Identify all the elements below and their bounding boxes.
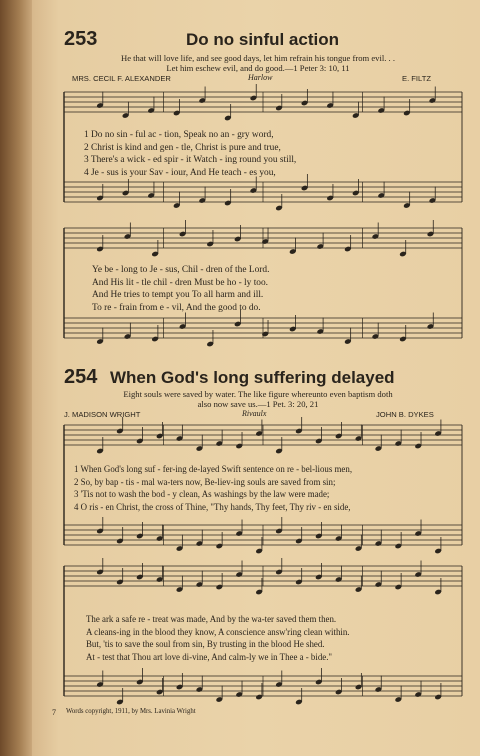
hymn-254-epigraph-line-1: Eight souls were saved by water. The like figure whereunto even baptism doth: [123, 389, 393, 399]
hymn-253-verses-a: [84, 129, 296, 179]
hymn-253-epigraph-line-1: He that will love life, and see good days, let him refrain his tongue from evil. . .: [121, 53, 395, 63]
hymn-254-author: J. MADISON WRIGHT: [64, 410, 141, 419]
page-signature-mark: 7: [52, 708, 56, 717]
verse-line: A cleans-ing in the blood they know, A conscience answ'ring clean within.: [86, 626, 350, 637]
verse-line: But, 'tis to save the soul from sin, By trusting in the blood He shed.: [86, 639, 325, 650]
verse-line: The ark a safe re - treat was made, And by the wa-ter saved them then.: [86, 614, 337, 624]
hymn-253-verses-b: [92, 264, 269, 314]
hymn-254-composer: JOHN B. DYKES: [376, 410, 434, 419]
hymn-253-composer: E. FILTZ: [402, 74, 431, 83]
hymn-254-tune: Rivaulx: [242, 409, 267, 418]
hymn-253-number: 253: [64, 28, 98, 50]
verse-line: 4 Je - sus is your Sav - iour, And He teach - es you,: [84, 167, 276, 178]
hymn-253-epigraph-line-2: Let him eschew evil, and do good.—1 Peter 3: 10, 11: [166, 63, 350, 73]
hymn-253-epigraph: [70, 53, 446, 73]
hymn-253-author: MRS. CECIL F. ALEXANDER: [72, 74, 171, 83]
hymn-254-verses-a: [74, 463, 352, 513]
verse-line: Ye be - long to Je - sus, Chil - dren of the Lord.: [92, 265, 270, 275]
verse-line: 4 O ris - en Christ, the cross of Thine, "Thy hands, Thy feet, Thy riv - en side,: [74, 501, 351, 512]
hymn-253-tune: Harlow: [248, 73, 273, 82]
copyright-notice: Words copyright, 1911, by Mrs. Lavinia Wright: [66, 708, 196, 715]
verse-line: At - test that Thou art love di-vine, And calm-ly we in Thee a - bide.": [86, 651, 333, 662]
hymn-254-epigraph: [70, 389, 446, 409]
verse-line: 2 So, by bap - tis - mal wa-ters now, Be-liev-ing souls are saved from sin;: [74, 476, 336, 487]
hymn-254-number: 254: [64, 366, 98, 388]
verse-line: 2 Christ is kind and gen - tle, Christ is pure and true,: [84, 142, 281, 153]
hymn-253-title: Do no sinful action: [186, 30, 339, 49]
verse-line: 3 There's a wick - ed spir - it Watch - ing round you still,: [84, 155, 297, 166]
verse-line: 3 'Tis not to wash the bod - y clean, As washings by the law were made;: [74, 489, 330, 500]
verse-line: And His lit - tle chil - dren Must be ho - ly too.: [92, 277, 269, 288]
verse-line: To re - frain from e - vil, And the good to do.: [92, 302, 261, 313]
verse-line: And He tries to tempt you To all harm and ill.: [92, 290, 264, 301]
verse-line: 1 Do no sin - ful ac - tion, Speak no an - gry word,: [84, 130, 274, 140]
hymn-254-epigraph-line-2: also now save us.—1 Pet. 3: 20, 21: [197, 399, 319, 409]
verse-line: 1 When God's long suf - fer-ing de-layed Swift sentence on re - bel-lious men,: [74, 464, 353, 474]
hymn-254-verses-b: [86, 613, 350, 663]
hymn-254-title: When God's long suffering delayed: [110, 368, 395, 387]
